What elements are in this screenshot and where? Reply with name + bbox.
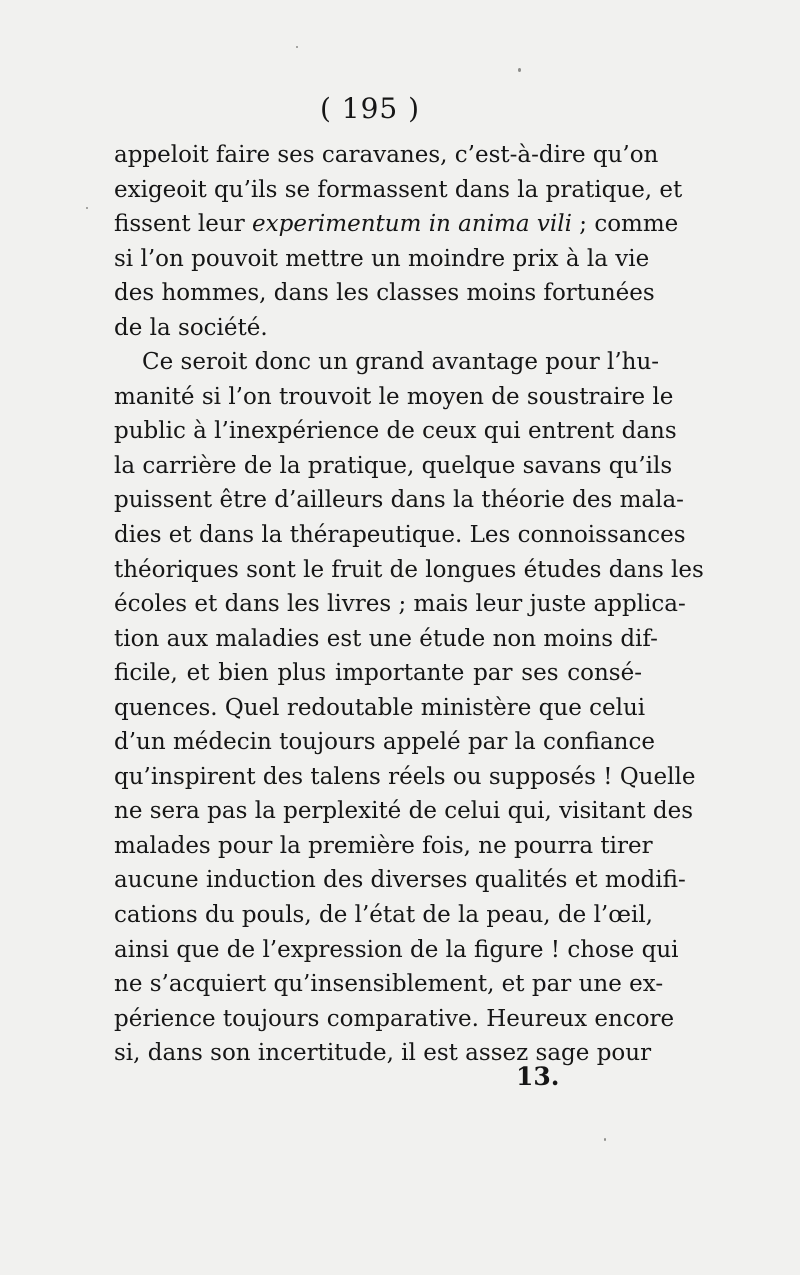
text-line: quences. Quel redoutable ministère que celui [114, 694, 646, 721]
text-line: exigeoit qu’ils se formassent dans la pratique, et [114, 176, 683, 203]
text-line: ne sera pas la perplexité de celui qui, visitant des [114, 798, 694, 825]
text-line: qu’inspirent des talens réels ou supposés ! Quelle [114, 763, 696, 790]
body-text [114, 138, 704, 1071]
text-line: périence toujours comparative. Heureux encore [114, 1005, 675, 1032]
latin-phrase: experimentum in anima vili [252, 211, 572, 238]
text-line: Ce seroit donc un grand avantage pour l’hu- [142, 349, 660, 376]
text-line: tion aux maladies est une étude non moins dif- [114, 625, 658, 652]
text-line: ne s’acquiert qu’insensiblement, et par une ex- [114, 971, 664, 998]
text-line: si, dans son incertitude, il est assez sage pour [114, 1040, 652, 1067]
text-line: manité si l’on trouvoit le moyen de soustraire le [114, 383, 674, 410]
text-line: cations du pouls, de l’état de la peau, de l’œil, [114, 902, 653, 929]
text-line: la carrière de la pratique, quelque savans qu’ils [114, 452, 673, 479]
signature-mark: 13. [516, 1062, 560, 1091]
text-line: des hommes, dans les classes moins fortunées [114, 280, 655, 307]
text-line: malades pour la première fois, ne pourra tirer [114, 832, 653, 859]
paper-speck [604, 1138, 606, 1141]
text-line: appeloit faire ses caravanes, c’est-à-dire qu’on [114, 142, 659, 168]
text-line: dies et dans la thérapeutique. Les connoissances [114, 522, 686, 549]
text-line: si l’on pouvoit mettre un moindre prix à la vie [114, 245, 650, 272]
text-line [114, 207, 679, 242]
paragraph-2 [114, 345, 704, 1070]
text-line: aucune induction des diverses qualités et modifi- [114, 867, 686, 894]
text-line: d’un médecin toujours appelé par la confiance [114, 729, 655, 756]
text-line: public à l’inexpérience de ceux qui entrent dans [114, 418, 677, 445]
text-line: puissent être d’ailleurs dans la théorie des mala- [114, 487, 684, 514]
text-segment: ; comme [571, 211, 679, 238]
paragraph-1 [114, 138, 683, 345]
page-number: ( 195 ) [319, 92, 421, 125]
paper-speck [296, 46, 298, 48]
text-line: ficile, et bien plus importante par ses consé- [114, 660, 642, 687]
text-line: écoles et dans les livres ; mais leur juste applica- [114, 591, 686, 618]
text-line: de la société. [114, 314, 268, 341]
paper-speck [518, 68, 521, 72]
paper-speck [86, 207, 88, 209]
text-line: ainsi que de l’expression de la figure ! chose qui [114, 936, 679, 963]
text-line: théoriques sont le fruit de longues études dans les [114, 556, 704, 583]
text-segment: fissent leur [114, 211, 253, 238]
